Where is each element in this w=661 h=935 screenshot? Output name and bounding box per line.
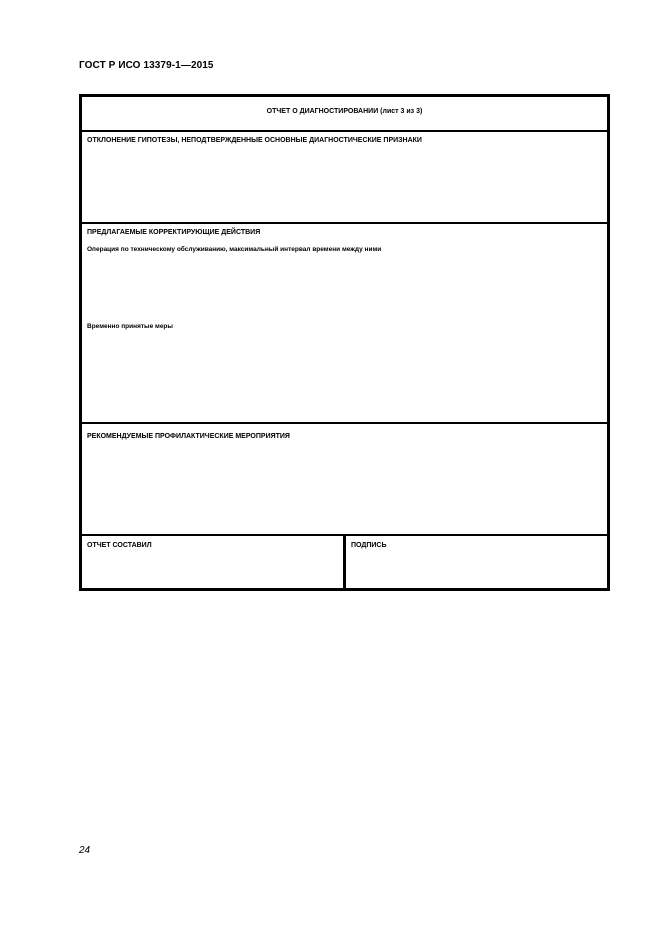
author-cell: [82, 536, 346, 588]
signature-row: [82, 536, 607, 588]
preventive-measures-label: РЕКОМЕНДУЕМЫЕ ПРОФИЛАКТИЧЕСКИЕ МЕРОПРИЯТИЯ: [87, 433, 290, 440]
deviation-section: [82, 132, 607, 224]
signature-label: ПОДПИСЬ: [351, 542, 387, 549]
page-number: 24: [79, 845, 91, 856]
deviation-label: ОТКЛОНЕНИЕ ГИПОТЕЗЫ, НЕПОДТВЕРЖДЕННЫЕ ОСНОВНЫЕ ДИАГНОСТИЧЕСКИЕ ПРИЗНАКИ: [87, 137, 422, 144]
temporary-measures-label: Временно принятые меры: [87, 323, 173, 330]
signature-cell: [346, 536, 607, 588]
maintenance-operation-label: Операция по техническому обслуживанию, максимальный интервал времени между ними: [87, 246, 382, 253]
diagnostic-report-form: [79, 94, 610, 591]
preventive-measures-section: [82, 424, 607, 536]
corrective-actions-section: [82, 224, 607, 424]
author-label: ОТЧЕТ СОСТАВИЛ: [87, 542, 152, 549]
form-title-row: [82, 97, 607, 132]
document-header: ГОСТ Р ИСО 13379-1—2015: [79, 60, 214, 71]
form-title: ОТЧЕТ О ДИАГНОСТИРОВАНИИ (лист 3 из 3): [266, 108, 423, 115]
corrective-actions-label: ПРЕДЛАГАЕМЫЕ КОРРЕКТИРУЮЩИЕ ДЕЙСТВИЯ: [87, 229, 261, 236]
